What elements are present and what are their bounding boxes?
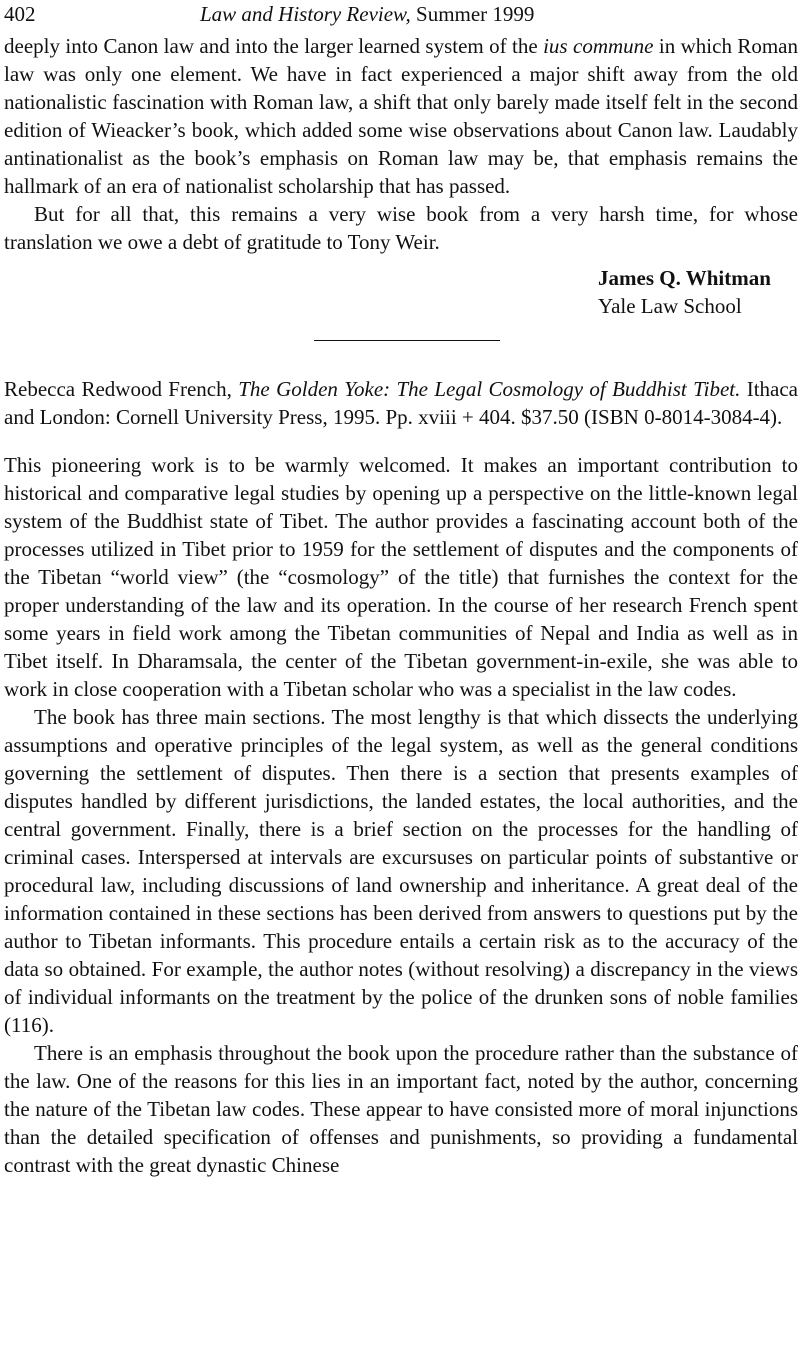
previous-review-closing-paragraph: But for all that, this remains a very wise book from a very harsh time, for whose translation we owe a debt of gratitude to Tony Weir. [4,202,798,254]
review-paragraph: The book has three main sections. The most lengthy is that which dissects the underlying assumptions and operative principles of the legal system, as well as the general conditions governing the settlement of disputes. Then there is a section that presents examples of disputes handled by different jurisdictions, the landed estates, the local authorities, and the central government. Finally, there is a brief section on the processes for the handling of criminal cases. Interspersed at intervals are excursuses on particular points of substantive or procedural law, including discussions of land ownership and inheritance. A great deal of the information contained in these sections has been derived from answers to questions put by the author to Tibetan informants. This procedure entails a certain risk as to the accuracy of the data so obtained. For example, the author notes (without resolving) a discrepancy in the views of individual informants on the treatment by the police of the drunken sons of noble families (116). [4,705,798,1037]
latin-term: ius commune [543,34,654,58]
running-head [4,0,798,32]
journal-page [4,0,798,1179]
review-body [4,451,798,1179]
running-title [200,2,534,26]
journal-issue: Summer 1999 [410,2,535,26]
review-paragraph: There is an emphasis throughout the book upon the procedure rather than the substance of the law. One of the reasons for this lies in an important fact, noted by the author, concerning the nature of the Tibetan law codes. These appear to have consisted more of moral injunctions than the detailed specification of offenses and punishments, so providing a fundamental contrast with the great dynastic Chinese [4,1041,798,1177]
page-number: 402 [4,2,36,26]
book-title: The Golden Yoke: The Legal Cosmology of Buddhist Tibet. [238,377,741,401]
book-publication-details: Ithaca and London: Cornell University Press, 1995. Pp. xviii + 404. $37.50 (ISBN 0-8014-3084-4). [4,377,799,429]
review-paragraph: This pioneering work is to be warmly welcomed. It makes an important contribution to historical and comparative legal studies by opening up a perspective on the little-known legal system of the Buddhist state of Tibet. The author provides a fascinating account both of the processes utilized in Tibet prior to 1959 for the settlement of disputes and the components of the Tibetan “world view” (the “cosmology” of the title) that furnishes the context for the proper understanding of the law and its operation. In the course of her research French spent some years in field work among the Tibetan communities of Nepal and India as well as in Tibet itself. In Dharamsala, the center of the Tibetan government-in-exile, she was able to work in close cooperation with a Tibetan scholar who was a specialist in the law codes. [4,453,798,701]
journal-title: Law and History Review, [200,2,411,26]
previous-review-paragraph: deeply into Canon law and into the larger learned system of the ius commune in which Roman law was only one element. We have in fact experienced a major shift away from the old nationalistic fascination with Roman law, a shift that only barely made itself felt in the second edition of Wieacker’s book, which added some wise observations about Canon law. Laudably antinationalist as the book’s emphasis on Roman law may be, that emphasis remains the hallmark of an era of nationalist scholarship that has passed. [4,34,798,198]
section-divider [314,340,500,341]
reviewer-name: James Q. Whitman [598,266,771,290]
reviewer-affiliation: Yale Law School [598,294,742,318]
book-citation [4,375,798,431]
reviewer-signature [598,264,798,320]
book-author: Rebecca Redwood French, [4,377,239,401]
